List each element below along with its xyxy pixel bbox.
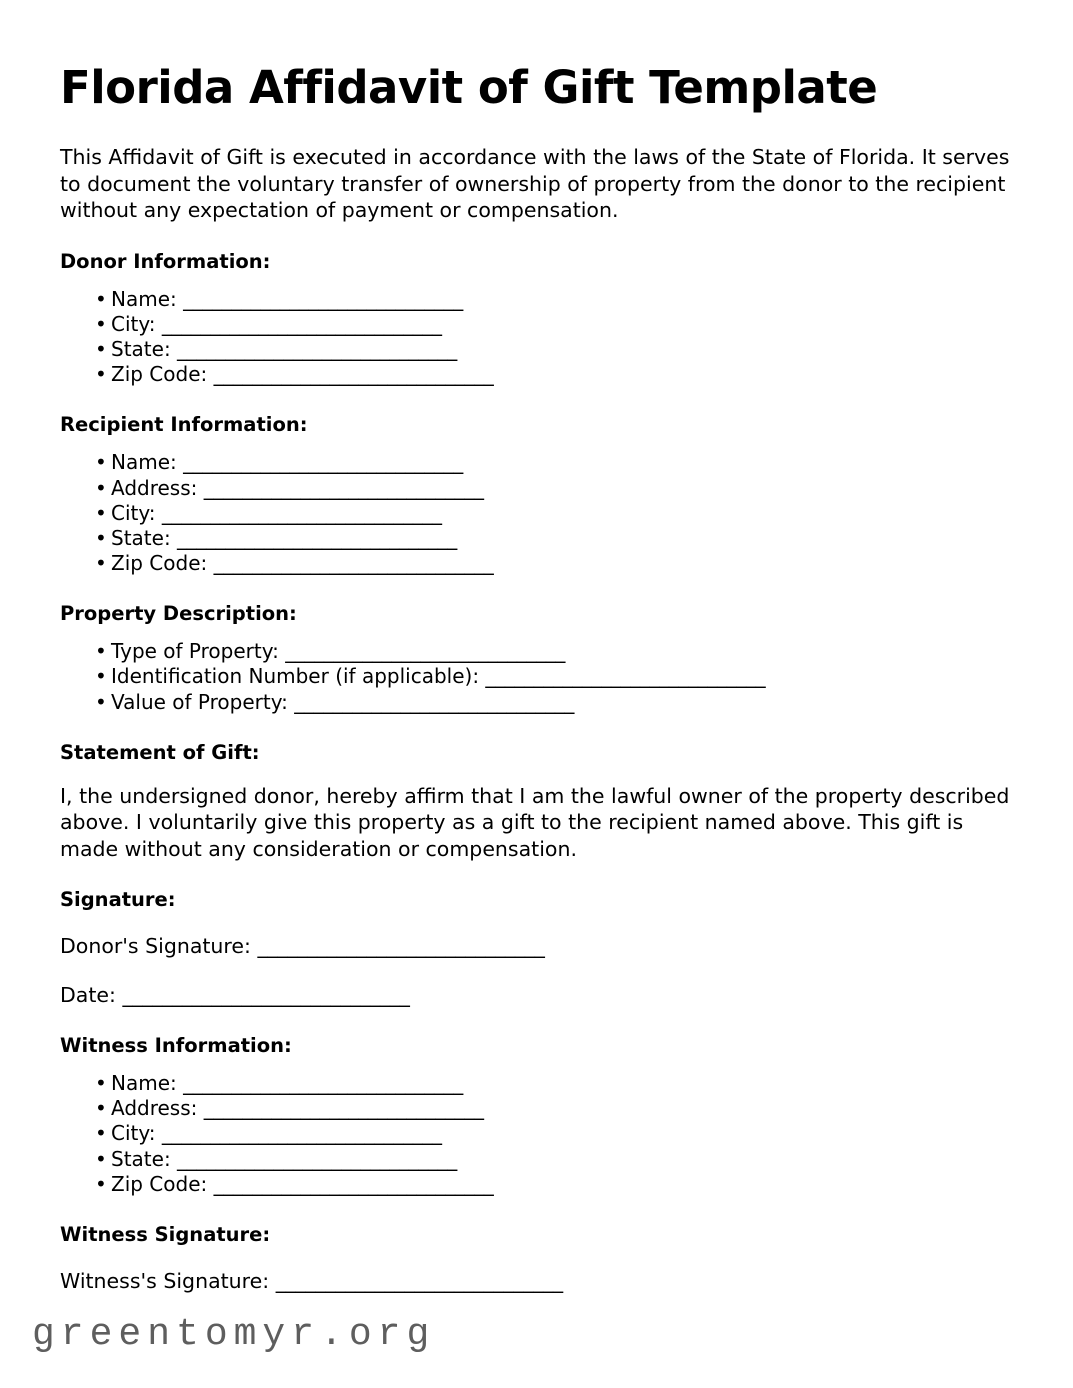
list-item bbox=[60, 526, 1013, 551]
section-heading-donor: Donor Information: bbox=[60, 249, 271, 273]
section-heading-witness: Witness Information: bbox=[60, 1034, 292, 1057]
blank-rule[interactable]: _____________________________ bbox=[275, 1268, 563, 1293]
bullet-icon: • bbox=[95, 1146, 107, 1171]
bullet-icon: • bbox=[95, 525, 107, 550]
list-item bbox=[60, 476, 1013, 501]
date-line bbox=[60, 960, 1013, 1008]
bullet-icon: • bbox=[95, 1121, 107, 1146]
field-label: Donor's Signature: bbox=[60, 934, 251, 959]
field-label: Type of Property: bbox=[111, 639, 279, 664]
blank-rule[interactable]: _____________________________ bbox=[213, 551, 494, 576]
list-item bbox=[60, 501, 1013, 526]
blank-rule[interactable]: _____________________________ bbox=[183, 286, 463, 311]
field-label: Value of Property: bbox=[111, 689, 288, 714]
field-label: City: bbox=[111, 500, 156, 525]
bullet-icon: • bbox=[95, 1096, 107, 1121]
field-label: Date: bbox=[60, 982, 116, 1007]
list-item bbox=[60, 690, 1013, 715]
list-item bbox=[60, 1071, 1013, 1096]
recipient-field-list bbox=[60, 436, 1013, 576]
bullet-icon: • bbox=[95, 551, 107, 576]
section-heading-property: Property Description: bbox=[60, 602, 297, 626]
blank-rule[interactable]: _____________________________ bbox=[161, 500, 442, 525]
list-item bbox=[60, 312, 1013, 337]
list-item bbox=[60, 1147, 1013, 1172]
blank-rule[interactable]: _____________________________ bbox=[485, 664, 766, 689]
blank-rule[interactable]: _____________________________ bbox=[122, 982, 410, 1007]
page-title: Florida Affidavit of Gift Template bbox=[60, 61, 878, 114]
statement-body: I, the undersigned donor, hereby affirm that I am the lawful owner of the property described above. I voluntarily give this property as a gift to the recipient named above. This gift is made without any consideration or compensation. bbox=[60, 783, 1010, 861]
property-field-list bbox=[60, 625, 1013, 715]
blank-rule[interactable]: _____________________________ bbox=[183, 1071, 463, 1095]
blank-rule[interactable]: _____________________________ bbox=[257, 934, 545, 959]
field-label: State: bbox=[111, 525, 171, 550]
field-label: Zip Code: bbox=[111, 551, 208, 576]
section-heading-recipient: Recipient Information: bbox=[60, 413, 308, 437]
bullet-icon: • bbox=[95, 500, 107, 525]
donor-field-list bbox=[60, 273, 1013, 388]
list-item bbox=[60, 1121, 1013, 1146]
list-item bbox=[60, 287, 1013, 312]
bullet-icon: • bbox=[95, 336, 107, 361]
field-label: Name: bbox=[111, 450, 177, 475]
bullet-icon: • bbox=[95, 311, 107, 336]
blank-rule[interactable]: _____________________________ bbox=[177, 336, 457, 361]
bullet-icon: • bbox=[95, 286, 107, 311]
site-watermark: greentomyr.org bbox=[32, 1313, 436, 1356]
field-label: Address: bbox=[111, 1096, 198, 1121]
field-label: Address: bbox=[111, 475, 198, 500]
bullet-icon: • bbox=[95, 689, 107, 714]
blank-rule[interactable]: _____________________________ bbox=[213, 362, 494, 387]
list-item bbox=[60, 639, 1013, 664]
blank-rule[interactable]: _____________________________ bbox=[183, 450, 463, 475]
blank-rule[interactable]: _____________________________ bbox=[177, 525, 457, 550]
field-label: Zip Code: bbox=[111, 362, 208, 387]
bullet-icon: • bbox=[95, 1171, 107, 1196]
bullet-icon: • bbox=[95, 664, 107, 689]
field-label: City: bbox=[111, 1121, 156, 1146]
section-heading-witness-signature: Witness Signature: bbox=[60, 1222, 271, 1246]
witness-signature-line bbox=[60, 1246, 1013, 1294]
field-label: City: bbox=[111, 311, 156, 336]
field-label: State: bbox=[111, 1146, 171, 1171]
witness-field-list bbox=[60, 1057, 1013, 1197]
list-item bbox=[60, 551, 1013, 576]
list-item bbox=[60, 664, 1013, 689]
bullet-icon: • bbox=[95, 475, 107, 500]
bullet-icon: • bbox=[95, 1071, 107, 1095]
blank-rule[interactable]: _____________________________ bbox=[203, 1096, 484, 1121]
blank-rule[interactable]: _____________________________ bbox=[213, 1171, 494, 1196]
intro-paragraph: This Affidavit of Gift is executed in accordance with the laws of the State of Florida. It serves to document the voluntary transfer of ownership of property from the donor to the recipient without any expectation of payment or compensation. bbox=[60, 145, 1010, 223]
bullet-icon: • bbox=[95, 450, 107, 475]
list-item bbox=[60, 1172, 1013, 1197]
section-heading-statement: Statement of Gift: bbox=[60, 740, 260, 764]
field-label: State: bbox=[111, 336, 171, 361]
blank-rule[interactable]: _____________________________ bbox=[161, 1121, 442, 1146]
donor-signature-line bbox=[60, 911, 1013, 959]
list-item bbox=[60, 337, 1013, 362]
field-label: Name: bbox=[111, 1071, 177, 1095]
section-heading-signature: Signature: bbox=[60, 888, 176, 912]
list-item bbox=[60, 362, 1013, 387]
blank-rule[interactable]: _____________________________ bbox=[203, 475, 484, 500]
field-label: Witness's Signature: bbox=[60, 1268, 270, 1293]
field-label: Zip Code: bbox=[111, 1171, 208, 1196]
field-label: Name: bbox=[111, 286, 177, 311]
list-item bbox=[60, 450, 1013, 475]
blank-rule[interactable]: _____________________________ bbox=[161, 311, 442, 336]
bullet-icon: • bbox=[95, 362, 107, 387]
bullet-icon: • bbox=[95, 639, 107, 664]
blank-rule[interactable]: _____________________________ bbox=[177, 1146, 457, 1171]
blank-rule[interactable]: _____________________________ bbox=[294, 689, 575, 714]
blank-rule[interactable]: _____________________________ bbox=[285, 639, 566, 664]
list-item bbox=[60, 1096, 1013, 1121]
field-label: Identification Number (if applicable): bbox=[111, 664, 480, 689]
